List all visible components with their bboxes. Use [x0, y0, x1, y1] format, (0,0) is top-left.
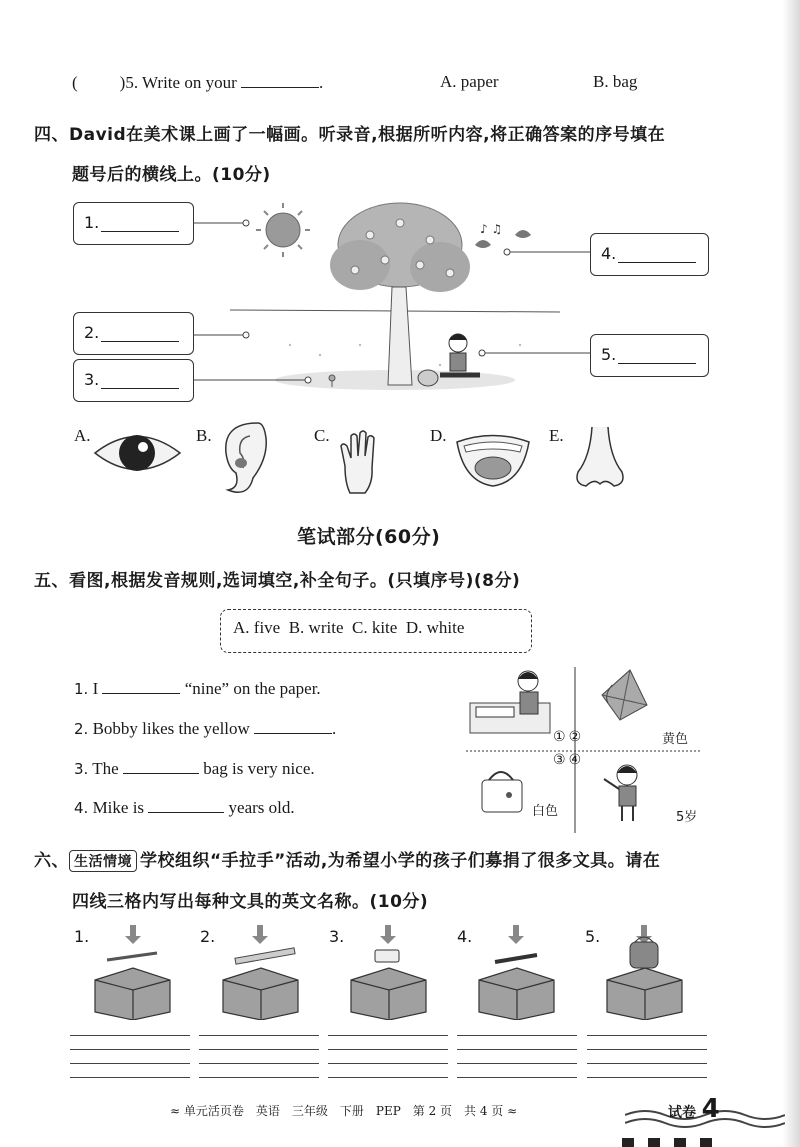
- sentence-number: 3.: [74, 760, 89, 778]
- option-d-label: D.: [430, 426, 447, 445]
- word-option-white: D. white: [405, 618, 465, 637]
- page-edge-shadow: [782, 0, 800, 1147]
- answer-line[interactable]: [618, 346, 696, 364]
- pencil-icon: [107, 953, 157, 960]
- option-a-label: A.: [74, 426, 91, 445]
- writing-grid-2[interactable]: [199, 1035, 319, 1085]
- birds-icon: [475, 222, 531, 248]
- mark-3: ③: [553, 752, 569, 768]
- q5-line: [72, 72, 323, 93]
- sentence-4-blank[interactable]: [148, 797, 224, 813]
- word-option-five: A. five: [233, 618, 281, 637]
- q5-number: )5.: [119, 73, 139, 92]
- word-bank: [220, 609, 532, 653]
- section5-title: 五、看图,根据发音规则,选词填空,补全句子。(只填序号)(8分): [34, 571, 521, 591]
- exam-badge: [668, 1094, 720, 1124]
- section4-title-cont: 题号后的横线上。(10分): [72, 165, 271, 185]
- sentence-1: [74, 678, 321, 699]
- box-label: 2.: [84, 323, 100, 342]
- sentence-number: 2.: [74, 720, 89, 738]
- sentence-2-blank[interactable]: [254, 718, 332, 734]
- answer-box-4[interactable]: [590, 233, 709, 276]
- q5-option-b[interactable]: B. bag: [593, 72, 638, 91]
- nose-icon[interactable]: [570, 422, 630, 492]
- word-option-write: B. write: [288, 618, 344, 637]
- sentence-text: Mike is: [92, 798, 145, 817]
- option-c-label: C.: [314, 426, 330, 445]
- mouth-icon[interactable]: [452, 432, 534, 488]
- q5-blank[interactable]: [241, 72, 319, 88]
- sentence-text: .: [332, 719, 337, 738]
- bag-icon: [482, 772, 522, 812]
- writing-grid-3[interactable]: [328, 1035, 448, 1085]
- answer-line[interactable]: [101, 371, 179, 389]
- yellow-label: 黄色: [662, 732, 689, 747]
- section4-title: 四、David在美术课上画了一幅画。听录音,根据所听内容,将正确答案的序号填在: [34, 125, 666, 145]
- hand-icon[interactable]: [335, 428, 385, 498]
- option-e-label: E.: [549, 426, 564, 445]
- sentence-number: 4.: [74, 799, 89, 817]
- page-footer: ≈ 单元活页卷 英语 三年级 下册 PEP 第 2 页 共 4 页 ≈: [170, 1104, 518, 1118]
- mark-2: ②: [568, 729, 585, 745]
- item-2-number: 2.: [200, 927, 216, 946]
- eye-icon[interactable]: [90, 428, 185, 478]
- writing-grid-1[interactable]: [70, 1035, 190, 1085]
- q5-option-a[interactable]: A. paper: [440, 72, 499, 91]
- picture-grid: [462, 665, 707, 835]
- eraser-icon: [375, 950, 399, 962]
- answer-box-3[interactable]: [73, 359, 194, 402]
- mark-1: ①: [553, 729, 569, 745]
- section6-prefix: 六、: [34, 851, 69, 871]
- written-section-title: 笔试部分(60分): [297, 526, 441, 548]
- exam-badge-label: 试卷: [668, 1105, 696, 1121]
- writing-grid-5[interactable]: [587, 1035, 707, 1085]
- svg-text:♪ ♫: ♪ ♫: [480, 222, 503, 236]
- sentence-text: “nine” on the paper.: [184, 679, 321, 698]
- cardboard-box-icon: [95, 968, 682, 1020]
- exam-badge-number: 4: [701, 1094, 720, 1124]
- ear-icon[interactable]: [218, 418, 273, 496]
- sentence-3-blank[interactable]: [123, 758, 199, 774]
- answer-box-5[interactable]: [590, 334, 709, 377]
- sentence-3: [74, 758, 315, 779]
- answer-box-2[interactable]: [73, 312, 194, 355]
- age-label: 5岁: [676, 810, 698, 825]
- answer-box-1[interactable]: [73, 202, 194, 245]
- footer-tab-marks: [622, 1138, 712, 1147]
- boy-writing-icon: [470, 671, 550, 733]
- q5-text: Write on your: [142, 73, 237, 92]
- arrow-down-icon: [125, 925, 652, 944]
- section6-title-cont: 四线三格内写出每种文具的英文名称。(10分): [72, 892, 429, 912]
- boy-waving-icon: [604, 765, 637, 821]
- mark-1-2: [553, 729, 584, 745]
- tree-icon: [330, 203, 470, 385]
- item-5-number: 5.: [585, 927, 601, 946]
- q5-period: .: [318, 73, 324, 92]
- kite-icon: [602, 670, 647, 720]
- sentence-4: [74, 797, 295, 818]
- sentence-text: I: [92, 679, 99, 698]
- white-label: 白色: [532, 804, 559, 819]
- ruler-icon: [235, 948, 295, 964]
- mark-3-4: [553, 752, 584, 768]
- sentence-number: 1.: [74, 680, 89, 698]
- pen-icon: [495, 955, 537, 962]
- sentence-text: The: [92, 759, 119, 778]
- writing-grid-4[interactable]: [457, 1035, 577, 1085]
- sun-icon: [256, 203, 310, 257]
- box-label: 1.: [84, 213, 100, 232]
- word-option-kite: C. kite: [352, 618, 398, 637]
- schoolbag-icon: [630, 937, 658, 968]
- sentence-2: [74, 718, 336, 739]
- item-3-number: 3.: [329, 927, 345, 946]
- box-label: 3.: [84, 370, 100, 389]
- box-label: 5.: [601, 345, 617, 364]
- answer-line[interactable]: [101, 324, 179, 342]
- option-b-label: B.: [196, 426, 212, 445]
- donation-boxes-illustration: [85, 920, 725, 1020]
- section6-title: [34, 846, 660, 872]
- answer-line[interactable]: [101, 214, 179, 232]
- life-context-tag: 生活情境: [69, 850, 137, 872]
- sentence-text: Bobby likes the yellow: [92, 719, 250, 738]
- paren-open: (: [72, 73, 78, 92]
- sentence-text: years old.: [228, 798, 295, 817]
- section6-title-text: 学校组织“手拉手”活动,为希望小学的孩子们募捐了很多文具。请在: [140, 851, 661, 871]
- item-1-number: 1.: [74, 927, 90, 946]
- sentence-1-blank[interactable]: [102, 678, 180, 694]
- item-4-number: 4.: [457, 927, 473, 946]
- mark-4: ④: [568, 752, 585, 768]
- box-label: 4.: [601, 244, 617, 263]
- sentence-text: bag is very nice.: [203, 759, 315, 778]
- answer-line[interactable]: [618, 245, 696, 263]
